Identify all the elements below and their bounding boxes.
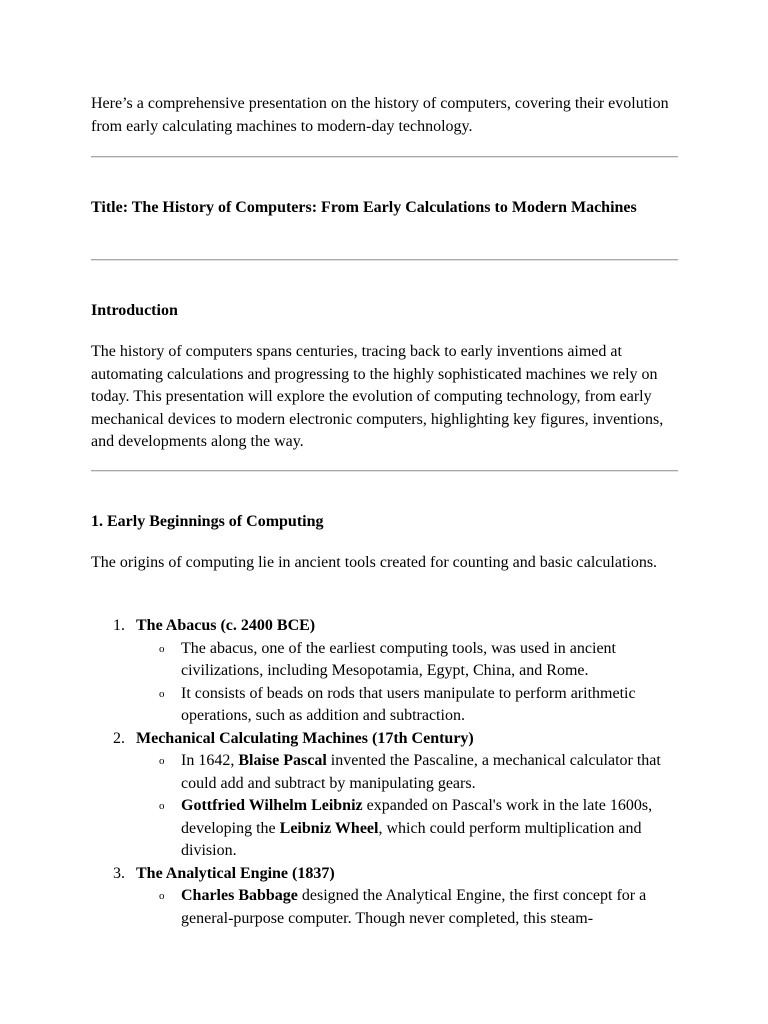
section1-ordered-list <box>91 615 679 930</box>
bold-term-leibniz-wheel: Leibniz Wheel <box>279 819 379 837</box>
list-item-title: The Analytical Engine (1837) <box>136 864 335 882</box>
list-item <box>91 615 679 728</box>
bullet-text-pre: In 1642, <box>181 752 239 769</box>
list-item <box>91 863 679 931</box>
bullet-item <box>136 885 679 930</box>
list-number: 1. <box>113 617 125 634</box>
bullet-icon: o <box>159 687 165 700</box>
list-item-title: The Abacus (c. 2400 BCE) <box>136 617 316 634</box>
section1-body: The origins of computing lie in ancient tools created for counting and basic calculations. <box>91 554 658 571</box>
horizontal-rule <box>91 259 678 261</box>
bullet-text-mid: invented the Pascaline, a mechanical calculator that could add and subtract by manipulating gears. <box>181 752 661 792</box>
bullet-icon: o <box>159 642 165 655</box>
bullet-item <box>136 638 679 683</box>
bold-name-babbage: Charles Babbage <box>181 887 298 904</box>
introduction-heading: Introduction <box>91 302 178 319</box>
introduction-body: The history of computers spans centuries, tracing back to early inventions aimed at automating calculations and progressing to the highly sophisticated machines we rely on today. This presentation will explore the evolution of computing technology, from early mechanical devices to modern electronic computers, highlighting key figures, inventions, and developments along the way. <box>91 343 664 450</box>
bullet-item <box>136 683 679 728</box>
bullet-text: It consists of beads on rods that users manipulate to perform arithmetic operations, such as addition and subtraction. <box>181 684 636 724</box>
list-number: 3. <box>113 864 125 882</box>
bold-name-leibniz: Gottfried Wilhelm Leibniz <box>181 797 363 814</box>
bullet-item <box>136 795 679 863</box>
bullet-list <box>136 750 679 863</box>
bullet-text-mid: expanded on Pascal's work in the late 1600s, developing the <box>181 797 653 837</box>
bullet-item <box>136 750 679 795</box>
bullet-icon: o <box>159 755 165 767</box>
bullet-list <box>136 885 679 930</box>
section1-heading: 1. Early Beginnings of Computing <box>91 513 324 530</box>
intro-sentence: Here’s a comprehensive presentation on the history of computers, covering their evolution from early calculating machines to modern-day technology. <box>91 95 669 135</box>
bold-name-pascal: Blaise Pascal <box>238 752 327 769</box>
bullet-text-mid: designed the Analytical Engine, the first concept for a general-purpose computer. Though never completed, this steam- <box>181 887 647 927</box>
horizontal-rule <box>91 156 678 158</box>
bullet-icon: o <box>159 890 165 902</box>
bullet-icon: o <box>159 800 165 812</box>
bullet-text: The abacus, one of the earliest computing tools, was used in ancient civilizations, including Mesopotamia, Egypt, China, and Rome. <box>181 639 616 679</box>
list-item <box>91 728 679 863</box>
document-title: Title: The History of Computers: From Early Calculations to Modern Machines <box>91 199 637 216</box>
list-item-title: Mechanical Calculating Machines (17th Century) <box>136 729 474 747</box>
horizontal-rule <box>91 470 678 472</box>
bullet-text-post: , which could perform multiplication and division. <box>181 819 642 859</box>
list-number: 2. <box>113 729 125 747</box>
bullet-list <box>136 638 679 728</box>
